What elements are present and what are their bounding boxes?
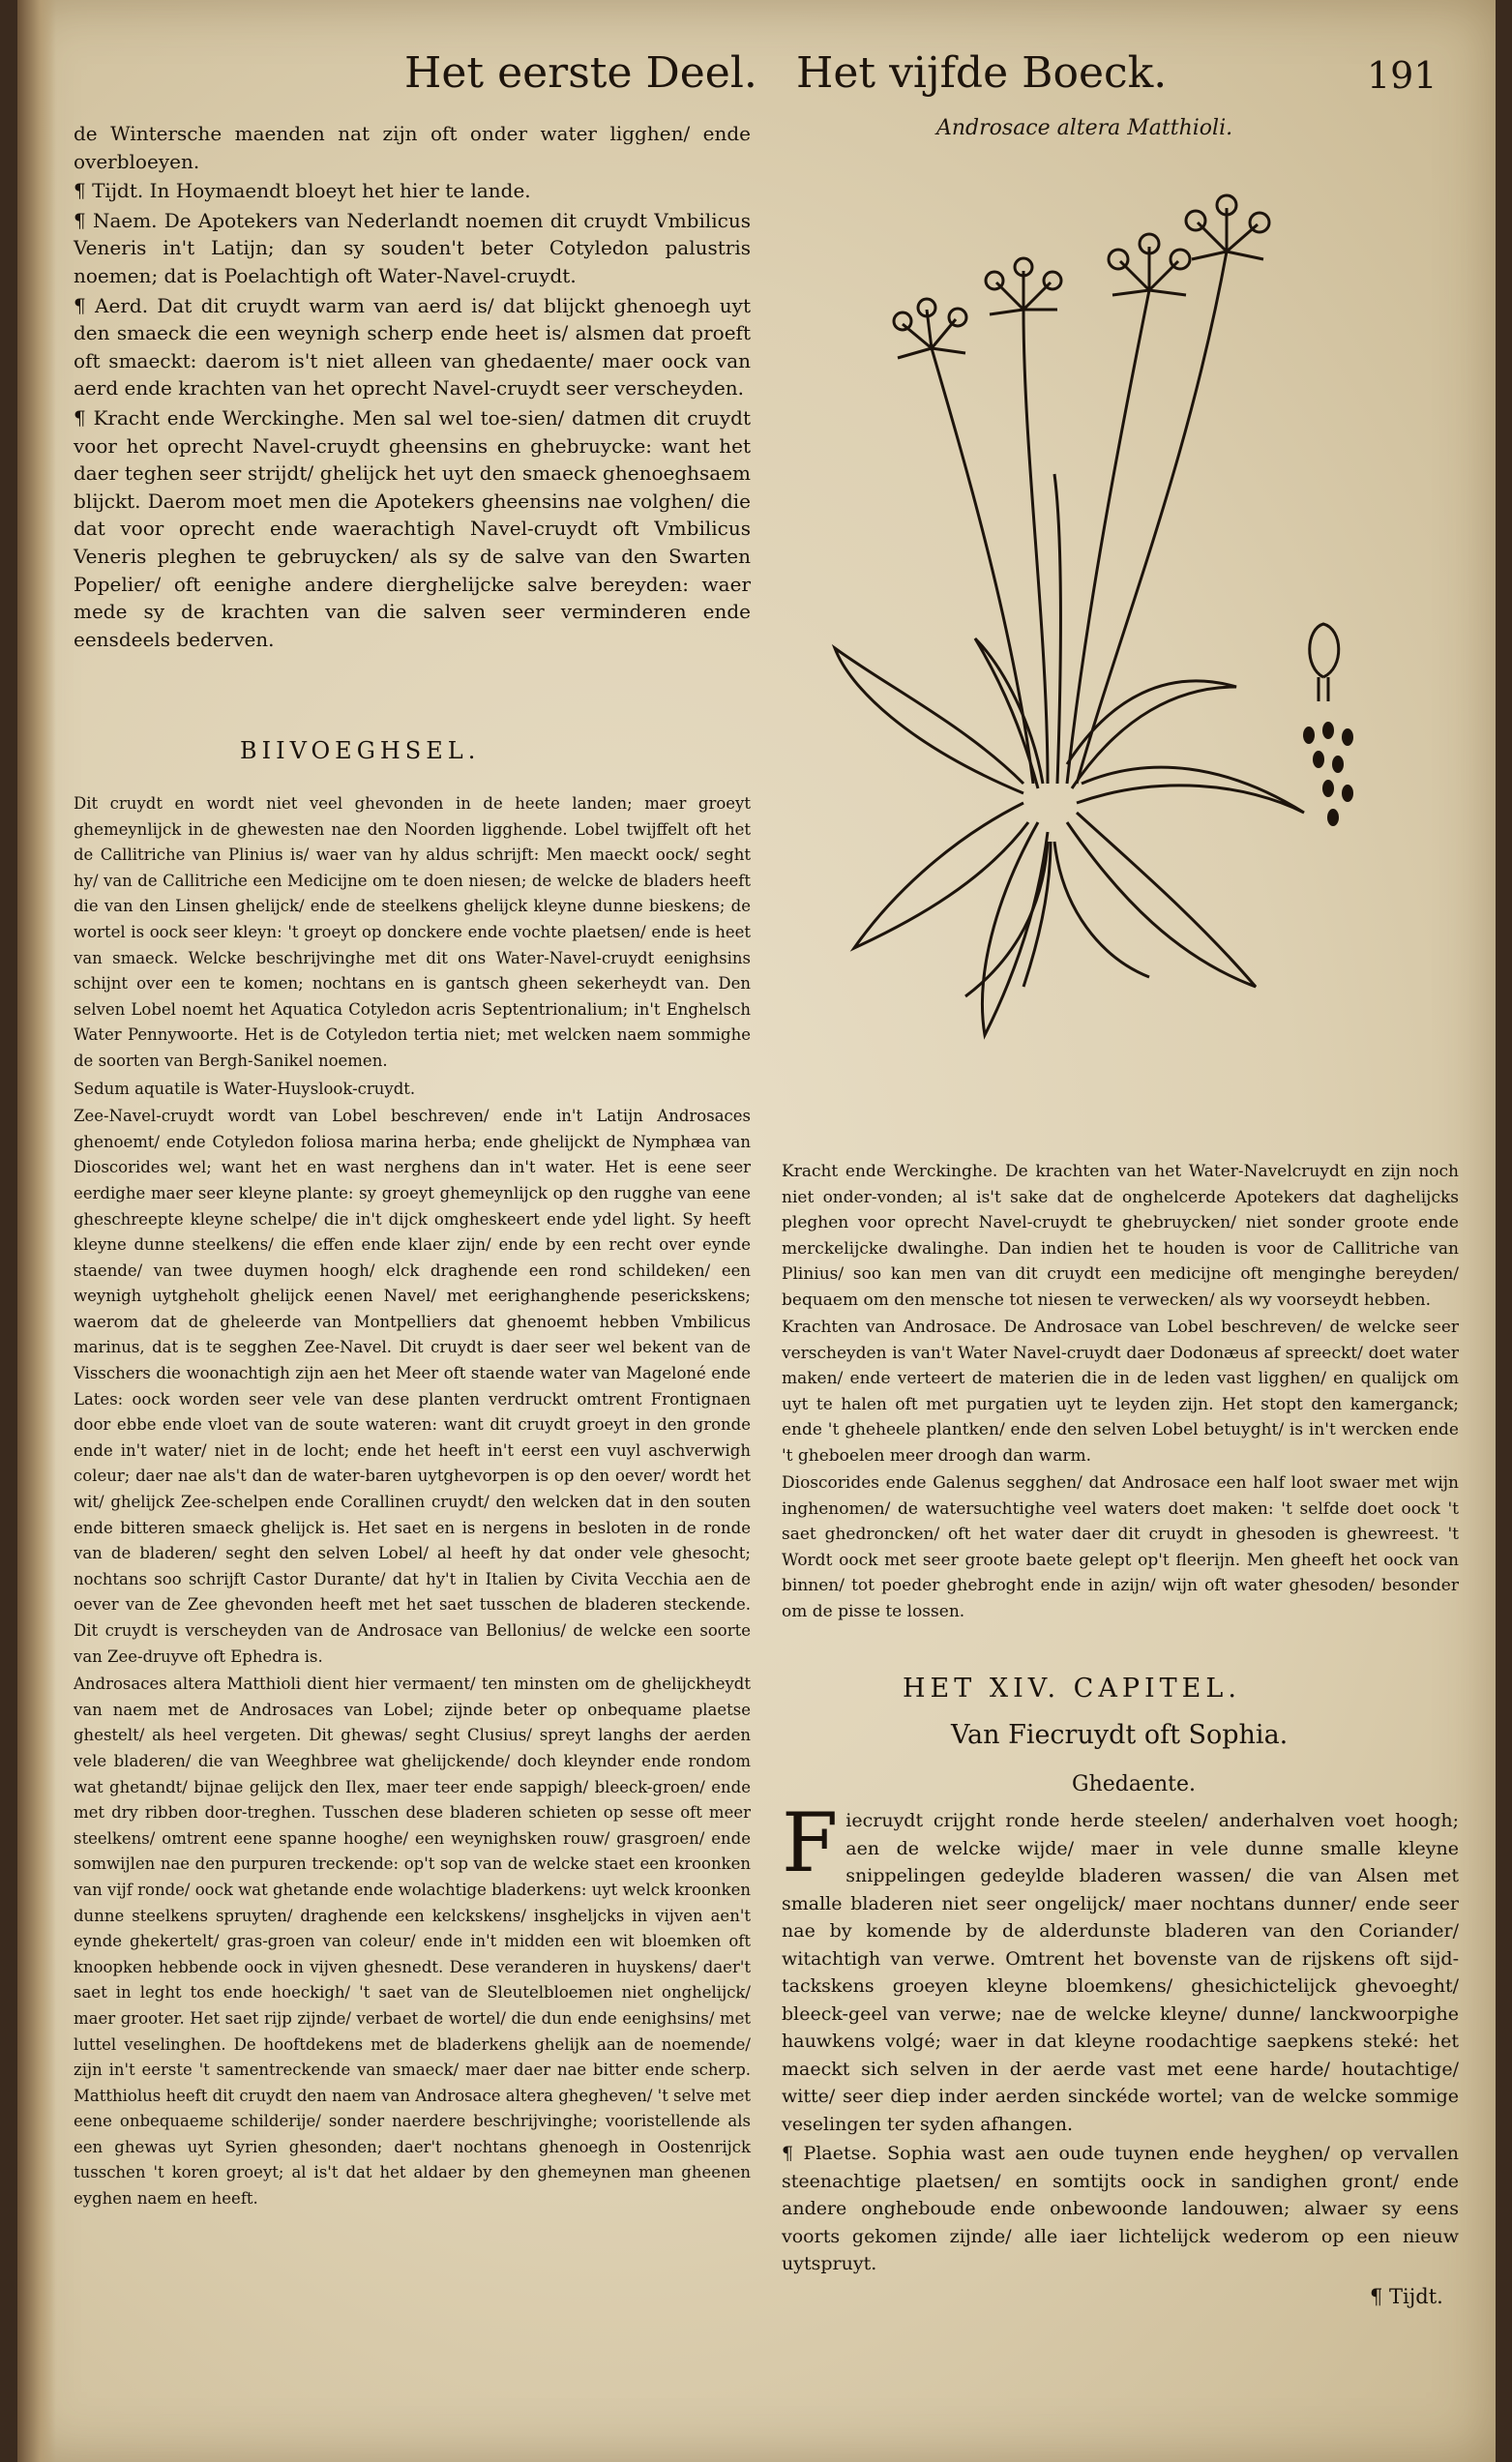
- chapter-title: Van Fiecruydt oft Sophia.: [951, 1720, 1289, 1750]
- paragraph-text: iecruydt crijght ronde herde steelen/ anderhalven voet hoogh; aen de welcke wijde/ maer in vele dunne smalle kleyne snippelingen gedeylde bladeren wassen/ die van Alsen met smalle bladeren niet seer ongelijck/ maer nochtans dunner/ ende seer nae by komende by de alderdunste bladeren van den Coriander/ witachtigh van verwe. Omtrent het bovenste van de rijskens oft sijd-tackskens groeyen kleyne bloemkens/ ghesichictelijck ghevoeght/ bleeck-geel van verwe; nae de welcke kleyne/ dunne/ lanckwoorpighe hauwkens volgé; waer in dat kleyne roodachtige saepkens steké: het maeckt sich selven in der aerde vast met eene harde/ houtachtige/ witte/ seer diep inder aerden sinckéde wortel; van de welcke sommige veselingen ter syden afhangen.: [782, 1810, 1459, 2135]
- drop-cap: F: [782, 1795, 839, 1890]
- leaf: [835, 648, 1023, 793]
- chapter-heading: HET XIV. CAPITEL.: [903, 1674, 1241, 1704]
- paragraph: ¶ Tijdt. In Hoymaendt bloeyt het hier te lande.: [74, 179, 531, 203]
- seed-drops: [1303, 722, 1353, 826]
- leaf: [1067, 813, 1256, 987]
- leaf: [982, 822, 1048, 1035]
- paragraph: ¶ Kracht ende Werckinghe. Men sal wel toe-sien/ datmen dit cruydt voor het oprecht Navel-cruydt gheensins en ghebruycke: want het daer teghen seer strijdt/ ghelijck het uyt den smaeck ghenoeghsaem blijckt. Daerom moet men die Apotekers gheensins nae volghen/ die dat voor oprecht ende waerachtigh Navel-cruydt oft Vmbilicus Veneris pleghen te gebruycken/ als sy de salve van den Swarten Popelier/ oft eenighe andere dierghelijcke salve bereyden: waer mede sy de krachten van die salven seer verminderen ende eensdeels bederven.: [74, 405, 751, 651]
- running-head-right: Het vijfde Boeck.: [796, 48, 1168, 98]
- stem: [1023, 310, 1048, 784]
- detached-flower: [1310, 624, 1339, 701]
- section-heading-bijvoeghsel: BIIVOEGHSEL.: [240, 737, 481, 764]
- page-number: 191: [1367, 54, 1438, 97]
- running-head-left: Het eerste Deel.: [404, 48, 757, 98]
- catchword: ¶ Tijdt.: [1370, 2285, 1443, 2308]
- paragraph: Androsaces altera Matthioli dient hier vermaent/ ten minsten om de ghelijckheydt van naem met de Androsaces van Lobel; zijnde beter op onbequame plaetse ghestelt/ als heel vergeten. Dit ghewas/ seght Clusius/ spreyt langhs der aerden vele bladeren/ die van Weeghbree wat ghelijckende/ doch kleynder ende rondom wat ghetandt/ bijnae gelijck den Ilex, maer teer ende sappigh/ bleeck-groen/ ende met dry ribben door-treghen. Tusschen dese bladeren schieten op sesse oft meer steelkens/ omtrent eene spanne hooghe/ een weynighsken rouw/ grasgroen/ ende somwijlen nae den purpuren treckende: op't sop van de welcke staet een kroonken van vijf ronde/ oock wat ghetande ende wolachtige bladerkens: uyt welck kroonken dunne steelkens spruyten/ draghende een kelckskens/ insgheljcks in vijven aen't eynde ghekertelt/ gras-groen van coleur/ ende in't midden een wit bloemken oft knoopken hebbende oock in vijven ghesnedt. Dese veranderen in huyskens/ daer't saet in leght tos ende hoeckigh/ 't saet van de Sleutelbloemen niet onghelijck/ maer grooter. Het saet rijp zijnde/ verbaet de wortel/ die dun ende eenighsins/ met luttel veselinghen. De hooftdekens met de bladerkens ghelijk aan de noemende/ zijn in't eerste 't samentreckende van smaeck/ maer daer nae bitter ende scherp. Matthiolus heeft dit cruydt den naem van Androsace altera ghegheven/ 't selve met eene onbequaeme schilderije/ sonder naerdere beschrijvinghe; vooristellende als een ghewas uyt Syrien ghesonden; daer't nochtans ghenoegh in Oostenrijck tusschen 't koren groeyt; al is't dat het aldaer by den ghemeynen man gheenen eyghen naem en heeft.: [74, 1675, 751, 2209]
- flower-head: [1186, 195, 1269, 259]
- binding-gutter: [17, 0, 56, 2462]
- stem: [1067, 290, 1149, 784]
- paragraph: ¶ Naem. De Apotekers van Nederlandt noemen dit cruydt Vmbilicus Veneris in't Latijn; dan sy souden't beter Cotyledon palustris noemen; dat is Poelachtigh oft Water-Navel-cruydt.: [74, 208, 751, 287]
- root: [965, 842, 1048, 996]
- stem: [1077, 252, 1227, 784]
- paragraph: Dit cruydt en wordt niet veel ghevonden in de heete landen; maer groeyt ghemeynlijck in de ghewesten nae den Noorden ligghende. Lobel twijffelt oft het de Callitriche van Plinius is/ waer van hy aldus schrijft: Men maeckt oock/ seght hy/ van de Callitriche een Medicijne om te doen niesen; de welcke de bladers heeft die van den Linsen ghelijck/ ende de steelkens ghelijck kleyne dunne bieskens; de wortel is oock seer kleyn: 't groeyt op donckere ende vochte plaetsen/ ende is heet van smaeck. Welcke beschrijvinghe met dit ons Water-Navel-cruydt eenighsins schijnt over een te komen; nochtans en is gantsch gheen sekerheydt van. Den selven Lobel noemt het Aquatica Cotyledon acris Septentrionalium; in't Enghelsch Water Pennywoorte. Het is de Cotyledon tertia niet; met welcken naem sommighe de soorten van Bergh-Sanikel noemen.: [74, 794, 751, 1070]
- stem: [932, 348, 1033, 784]
- paragraph: Sedum aquatile is Water-Huyslook-cruydt.: [74, 1079, 416, 1098]
- root: [1054, 842, 1149, 977]
- paragraph: ¶ Aerd. Dat dit cruydt warm van aerd is/ dat blijckt ghenoegh uyt den smaeck die een weynigh scherp ende heet is/ alsmen dat proeft oft smaeckt: daerom is't niet alleen van ghedaente/ maer oock van aerd ende krachten van het oprecht Navel-cruydt seer verscheyden.: [74, 293, 751, 400]
- paragraph: Zee-Navel-cruydt wordt van Lobel beschreven/ ende in't Latijn Androsaces ghenoemt/ ende Cotyledon foliosa marina herba; ende ghelijckt de Nymphæa van Dioscorides wel; want het en wast nerghens dan in't water. Het is eene seer eerdighe maer seer kleyne plante: sy groeyt ghemeynlijck op den rugghe van eene gheschreepte kleyne schelpe/ die in't dijck omgheskeert ende ydel light. Sy heeft kleyne dunne steelkens/ die effen ende klaer zijn/ ende by een recht over eynde staende/ van twee duymen hoogh/ elck draghende een rond schildeken/ een weynigh uytgheholt ghelijck eenen Navel/ met eerighanghende peserickskens; waerom dat de gheleerde van Montpelliers dat ghenoemt hebben Vmbilicus marinus, dat is te segghen Zee-Navel. Dit cruydt is daer seer wel bekent van de Visschers die woonachtigh zijn aen het Meer oft staende water van Mageloné ende Lates: oock worden seer vele van dese planten verdruckt omtrent Frontignaen door ebbe ende vloet van de soute wateren: want dit cruydt groeyt in den gronde ende in't water/ niet in de locht; ende het heeft in't eerst een vuyl aschverwigh coleur; daer nae als't dan de water-baren uytghevorpen is op den oever/ wordt het wit/ ghelijck Zee-schelpen ende Corallinen cruydt/ den welcken dat in den souten ende bitteren smaeck ghelijck is. Het saet en is nergens in besloten in de ronde van de bladeren/ seght den selven Lobel/ al heeft hy dat onder vele ghesocht; nochtans soo schrijft Castor Durante/ dat hy't in Italien by Civita Vecchia aen de oever van de Zee ghevonden heeft met het saet tusschen de bladeren steckende. Dit cruydt is verscheyden van de Androsace van Bellonius/ de welcke een soorte van Zee-druyve oft Ephedra is.: [74, 1107, 751, 1666]
- left-column-top: [74, 120, 751, 655]
- right-column-top: [782, 1159, 1459, 1626]
- leaf: [975, 638, 1043, 788]
- plant-woodcut-illustration: [830, 145, 1372, 1151]
- subheading-ghedaente: Ghedaente.: [1072, 1772, 1197, 1796]
- figure-caption: Androsace altera Matthioli.: [936, 116, 1233, 140]
- left-column-bottom: [74, 791, 751, 2214]
- leaf: [1077, 767, 1304, 813]
- stem: [1054, 474, 1060, 784]
- paragraph: de Wintersche maenden nat zijn oft onder water ligghen/ ende overbloeyen.: [74, 122, 751, 173]
- leaf: [854, 803, 1028, 948]
- flower-head: [894, 299, 966, 358]
- flower-head: [986, 258, 1061, 314]
- flower-head: [1109, 234, 1190, 295]
- paragraph: Dioscorides ende Galenus segghen/ dat Androsace een half loot swaer met wijn inghenomen/ de watersuchtighe veel waters doet maken: 't selfde doet oock 't saet ghedroncken/ oft het water daer dit cruydt in ghesoden is ghewreest. 't Wordt oock met seer groote baete gelept op't fleerijn. Men gheeft het oock van binnen/ tot poeder ghebroght ende in azijn/ wijn oft water ghesoden/ besonder om de pisse te lossen.: [782, 1473, 1459, 1621]
- right-column-bottom: [782, 1795, 1459, 2280]
- paragraph: Krachten van Androsace. De Androsace van Lobel beschreven/ de welcke seer verscheyden is van't Water Navel-cruydt daer Dodonæus af spreeckt/ doet water maken/ ende verteert de materien die in de leden vast ligghen/ en qualijck om uyt te halen oft met purgatien uyt te leyden zijn. Het stopt den kamerganck; ende 't gheheele plantken/ ende den selven Lobel betuyght/ is in't wercken ende 't gheboelen meer droogh dan warm.: [782, 1318, 1459, 1466]
- book-page: [17, 0, 1496, 2462]
- paragraph: Kracht ende Werckinghe. De krachten van het Water-Navelcruydt en zijn noch niet onder-vonden; al is't sake dat de onghelcerde Apotekers dat daghelijcks pleghen voor oprecht Navel-cruydt te ghebruycken/ niet sonder groote ende merckelijcke dwalinghe. Dan indien het te houden is voor de Callitriche van Plinius/ soo kan men van dit cruydt een medicijne oft menginghe bereyden/ bequaem om den mensche tot niesen te verwecken/ als wy voorseydt hebben.: [782, 1162, 1459, 1310]
- paragraph: ¶ Plaetse. Sophia wast aen oude tuynen ende heyghen/ op vervallen steenachtige plaetsen/ en somtijts oock in sandighen gront/ ende andere ongheboude ende onbewoonde landouwen; alwaer sy eens voorts gekomen zijnde/ alle iaer lichtelijck wederom op een nieuw uytspruyt.: [782, 2143, 1459, 2274]
- paragraph: [782, 1795, 1459, 2138]
